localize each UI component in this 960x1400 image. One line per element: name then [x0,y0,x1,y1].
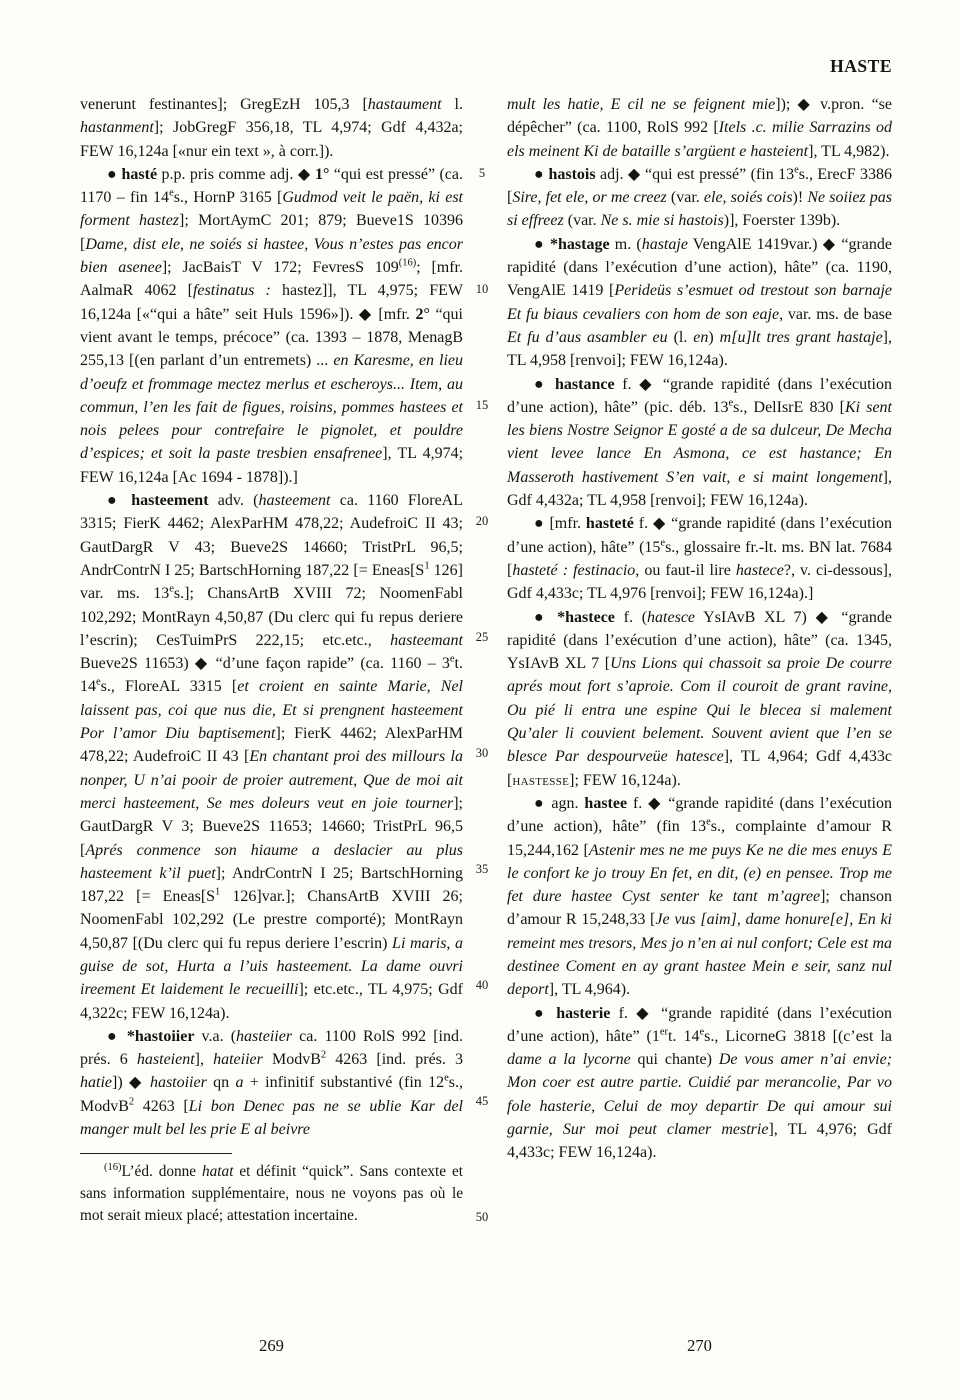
body-text: s., LicorneG 3818 [(c’est la [704,1027,893,1045]
body-text: ]); ◆ v.pron. “se dépêcher” (ca. 1100, RolS 992 [ [507,96,892,137]
body-text: ● [534,608,558,626]
body-text: + infinitif substantivé (fin 12 [243,1074,445,1092]
body-text: ● [mfr. [534,515,586,533]
citation-text: a [235,1074,244,1092]
line-number: 35 [475,862,489,876]
body-text: ● [534,235,551,253]
citation-text: en Karesme, en lieu d’oeufz et frommage mectez merlus et escheroys... Item, au commun, l’en les fait de figues, roisins, pommes hastees et nois pelees pour contrefaire le pignolet, et pouldre d’espices; et soit la paste tresbien ensafrenee [80,352,464,463]
entry-hastois [507,163,892,233]
running-head: HASTE [830,56,892,76]
body-text: L’éd. donne [121,1163,202,1181]
body-text: ]; FEW 16,124a). [569,771,681,789]
body-text: qn [206,1074,236,1092]
citation-text: Astenir mes ne me puys Ke ne die mes enuys E le confort ke jo trouy En fet, en dit, (e) en pensee. Trop me fet dure hastee Cyst senter ke tant m’agree [507,841,892,906]
body-text: ● [534,1004,557,1022]
citation-text: Uns Lions qui chassoit sa proie De courre aprés mout fort s’aproie. Com il couroit de grant ravine, Ou pié li entra une espine Qui le blecea si malement Qu’aler li couvient belement. Souvent avient que l’en se blesce Par despourveüe hatesce [507,655,892,766]
superscript-mark: 2 [320,1049,327,1061]
body-text: 4263 [ [134,1097,189,1115]
body-text: ]; JacBaisT V 172; FevresS 109 [161,259,399,277]
body-text: 126]var.]; ChansArtB XVIII 26; NoomenFabl 102,292 (Le prestre comporté); MontRayn 4,50,87 [(Du clerc qui fu repus deriere l’escrin) [80,888,464,952]
citation-text: Je vus [aim], dame honure[e], En ki remeint mes tresors, Mes jo n’en ai nul confort; Cele est ma destinee Coment en ay grant hastee Mein e seir, sanz nul deport [507,911,893,999]
superscript-mark: 2 [128,1096,135,1108]
citation-text: hasteient [136,1051,195,1069]
footnote-text [80,1161,463,1227]
body-text: s., ModvB [80,1074,464,1115]
body-text: ● [107,165,122,183]
body-text: ]) ◆ [112,1074,150,1092]
body-text: ca. 1100 RolS 992 [ind. prés. 6 [80,1027,463,1069]
citation-text: hastoiier [149,1074,207,1092]
line-number: 50 [475,1210,489,1224]
body-text: ● [534,375,555,393]
entry-hastoiier [80,1025,463,1141]
body-text: “qui est pressé” (ca. 1170 – fin 14 [80,165,463,207]
citation-text: Li maris, a guise de sot, Hurta a l’uis hasteement. La dame ouvri ireement Et laidement le recueilli [80,934,463,999]
entry-hastece [507,606,892,792]
line-number: 5 [478,166,486,180]
citation-text: Et fu d’aus asambler eu [507,328,668,346]
citation-text: m[u]lt tres grant hastaje [719,328,883,346]
body-text: ], TL 4,976; Gdf 4,433c; FEW 16,124a). [507,1121,892,1162]
citation-text: et croient en sainte Marie, Nel laissent pas, coi que nus die, Et si prengnent hasteement Por l’amor Diu baptisement [80,678,464,743]
body-text: t. 14 [80,655,463,696]
superscript-mark: e [169,187,174,199]
body-text: ● [107,1027,127,1045]
superscript-mark: 1 [424,560,430,572]
headword: hastois [548,165,596,183]
superscript-mark: (16) [398,257,417,269]
body-text: v.a. ( [194,1027,237,1045]
smallcaps-reference: hastesse [512,771,570,789]
body-text: t. 14 [668,1027,700,1045]
superscript-mark: e [96,677,101,689]
body-text: s., ErecF 3386 [ [507,165,892,207]
body-text: ]; MortAymC 201; 879; Bueve1S 10396 [ [80,212,464,253]
headword: hasteement [131,492,209,510]
headword: hasté [121,165,158,183]
body-text: 126] var. ms. 13 [80,561,464,603]
footnote-separator [80,1153,232,1154]
citation-text: hastanment [80,119,154,137]
body-text: ; [mfr. AalmaR 4062 [ [80,259,464,300]
body-text: ● [534,165,549,183]
entry-haste [80,163,463,489]
citation-text: Perideüs s’esmuet od trestout son barnaje Et fu biaus cevaliers con hom de son eaje [507,282,893,323]
line-number: 20 [475,514,489,528]
body-text: ● [107,492,132,510]
body-text: ], TL 4,958 [renvoi]; FEW 16,124a). [507,328,892,370]
line-number: 30 [475,746,489,760]
citation-text: Dame, dist ele, ne soiés si hastee, Vous n’estes pas encor bien asenee [80,235,463,277]
body-text: f. ◆ “grande rapidité (dans l’exécution d’une action), hâte” (pic. déb. 13 [507,375,892,416]
body-text: s., FloreAL 3315 [ [100,678,238,696]
body-text: s., HornP 3165 [ [173,189,283,207]
page-number-right: 270 [687,1336,712,1355]
line-number: 10 [475,282,489,296]
body-text: f. ◆ “grande rapidité (dans l’exécution d’une action), hâte” (fin 13 [507,794,893,836]
body-text: ) [708,328,720,346]
body-text: ]; GautDargR V 3; Bueve2S 11653; 14660; TristPrL 96,5 [ [80,794,463,859]
citation-text: Aprés conmence son hiaume a deslacier au plus hasteement k’il puet [80,841,463,882]
body-text: “qui vient avant le temps, précoce” (ca. 1393 – 1878, MenagB 255,13 [(en parlant d’un entremets) ... [80,305,464,370]
body-text: ], TL 4,964; Gdf 4,433c [ [507,748,893,789]
body-text: venerunt festinantes]; GregEzH 105,3 [ [80,96,368,113]
body-text: hastez]], TL 4,975; FEW 16,124a [«“qui a hâte” seit Huls 1596»]). ◆ [mfr. [80,282,464,323]
body-text: ]; FierK 4462; AlexParHM 478,22; AudefroiC II 43 [ [80,725,463,766]
entry-continuation-hastoiier [507,93,892,163]
headword: hasterie [556,1004,611,1022]
citation-text: hastaument [367,96,442,113]
body-text: adj. ◆ “qui est pressé” (fin 13 [595,165,795,183]
entry-hasterie [507,1002,892,1165]
citation-text: ele, soiés cois [703,189,793,207]
headword: hastee [584,794,628,812]
citation-text: festinatus : [192,282,271,300]
entry-hastance [507,373,892,513]
citation-text: hastaje [641,235,688,253]
body-text: ]; chanson d’amour R 15,248,33 [ [507,888,892,929]
body-text: (var. [563,212,601,230]
citation-text: En chantant proi des millours la nonper, U n’ai pooir de proier autrement, Que de moi ait merci hasteement, Se mes doleurs veut en joie tourner [80,748,463,812]
body-text: ]; AndrContrN I 25; BartschHorning 187,22 [= Eneas[S [80,864,464,906]
citation-text: Sire, fet ele, or me creez [512,189,667,207]
body-text: ], TL 4,974; FEW 16,124a [Ac 1694 - 1878]).] [80,445,464,486]
body-text: (var. [666,189,704,207]
body-text: , var. ms. de base [779,305,893,323]
entry-hastee [507,792,892,1002]
citation-text: De vous amer n’ai envie; Mon coer est autre partie. Cuidié par merancolie, Par vo fole hasterie, Celui de moy departir De qui amour sui garnie, Sur moi peut clamer mestrie [507,1051,892,1139]
citation-text: dame a la lycorne [507,1051,631,1069]
body-text: ● agn. [534,794,585,812]
body-text: )! [792,189,808,207]
footnote [80,1161,463,1227]
body-text: p.p. pris comme adj. ◆ [157,165,315,183]
body-text: ca. 1160 FloreAL 3315; FierK 4462; AlexParHM 478,22; AudefroiC II 43; GautDargR V 43; Bueve2S 14660; TristPrL 96,5; AndrContrN I 25; BartschHorning 187,22 [= Eneas[S [80,492,464,579]
headword: 2° [415,305,430,323]
entry-continuation-hastement [80,93,463,163]
headword: *hastoiier [126,1027,195,1045]
entry-hasteement [80,489,463,1025]
citation-text: hatie [80,1074,112,1092]
superscript-mark: (16) [104,1162,122,1174]
citation-text: mult les hatie, E cil ne se feignent mie [507,96,776,113]
entry-hastage [507,233,892,373]
body-text: (l. [667,328,694,346]
citation-text: Itels .c. milie Sarrazins od els meinent Ki de bataille s’argüent e hasteient [507,119,892,160]
superscript-mark: e [699,1026,705,1038]
citation-text: hasteement [258,492,331,510]
superscript-mark: e [728,397,734,409]
citation-text: hasteiier [236,1027,293,1045]
body-text: ]; JobGregF 356,18, TL 4,974; Gdf 4,432a; FEW 16,124a [«nur ein text », à corr.]). [80,119,463,160]
body-text: et définit “quick”. Sans contexte et sans information supplémentaire, nous ne voyons pas où le mot serait mieux placé; attestation incertaine. [80,1163,463,1225]
headword: hastance [555,375,615,393]
superscript-mark: e [794,164,799,176]
body-text: ], TL 4,964). [548,981,631,999]
citation-text: Ki sent les biens Nostre Seignor E gosté a de sa dulceur, De Mecha vient levee lance En Asmona, ce est hastance; En Masseroth hastivement S’en vait, e si maint longement [507,398,892,486]
body-text: l. [441,96,463,113]
line-number: 25 [475,630,489,644]
citation-text: hastece [735,561,784,579]
citation-text: hatat [202,1163,234,1181]
body-text: f. ◆ “grande rapidité (dans l’exécution d’une action), hâte” (1 [507,1004,892,1045]
page-number-left: 269 [259,1336,284,1355]
citation-text: hatesce [647,608,696,626]
superscript-mark: e [660,537,666,549]
body-text: qui chante) [630,1051,719,1069]
superscript-mark: e [169,583,174,595]
line-number: 15 [475,398,489,412]
body-text: ], Gdf 4,432a; TL 4,958 [renvoi]; FEW 16,124a). [507,468,892,510]
body-text: ?, v. ci-dessous], Gdf 4,433c; TL 4,976 [renvoi]; FEW 16,124a).] [507,561,892,603]
left-column [80,93,463,1227]
body-text: ], TL 4,982). [808,142,890,160]
citation-text: Ne s. mie si hastois [600,212,724,230]
body-text: Bueve2S 11653) ◆ “d’une façon rapide” (ca. 1160 – 3 [80,655,450,673]
line-number: 45 [475,1094,489,1108]
body-text: f. ( [614,608,648,626]
superscript-mark: 1 [215,886,221,898]
body-text: s., DelIsrE 830 [ [733,398,845,416]
body-text: 4263 [ind. prés. 3 [326,1051,464,1069]
superscript-mark: er [659,1026,669,1038]
headword: *hastece [557,608,615,626]
body-text: s., complainte d’amour R 15,244,162 [ [507,818,893,859]
headword: hasteté [585,515,634,533]
superscript-mark: e [706,816,711,828]
body-text: f. ◆ “grande rapidité (dans l’exécution d’une action), hâte” (15 [507,515,892,556]
citation-text: Li bon Denec pas ne se ublie Kar del manger mult bel les prie E al beivre [80,1097,464,1139]
body-text: YsIAvB XL 7) ◆ “grande rapidité (dans l’exécution d’une action), hâte” (ca. 1345, YsIAvB XL 7 [ [507,608,893,673]
body-text: VengAlE 1419var.) ◆ “grande rapidité (dans l’exécution d’une action), hâte” (ca. 1190, VengAlE 1419 [ [507,235,892,300]
headword: *hastage [550,235,610,253]
citation-text: hasteemant [390,631,463,649]
citation-text: hateiier [213,1051,263,1069]
body-text: adv. ( [208,492,259,510]
body-text: , ou faut-il lire [635,561,736,579]
citation-text: Gudmod veit le paën, ki est forment hastez [80,189,463,230]
body-text: ], [194,1051,214,1069]
line-number: 40 [475,978,489,992]
body-text: ModvB [262,1051,321,1069]
citation-text: en [693,328,709,346]
body-text: m. ( [609,235,642,253]
body-text: s., glossaire fr.-lt. ms. BN lat. 7684 [ [507,538,893,579]
citation-text: Ne soiiez pas si effreez [507,189,893,230]
superscript-mark: e [449,653,455,665]
body-text: s.]; ChansArtB XVIII 72; NoomenFabl 102,292; MontRayn 4,50,87 (Du clerc qui fu repus deriere l’escrin); CesTuimPrS 222,15; etc.etc., [80,585,464,649]
superscript-mark: e [444,1073,449,1085]
body-text: )], Foerster 139b). [723,212,841,230]
entry-hastete [507,512,892,605]
headword: 1° [314,165,330,183]
right-column [507,93,892,1165]
body-text: ]; etc.etc., TL 4,975; Gdf 4,322c; FEW 16,124a). [80,981,463,1022]
citation-text: hasteté : festinacio [512,561,636,579]
